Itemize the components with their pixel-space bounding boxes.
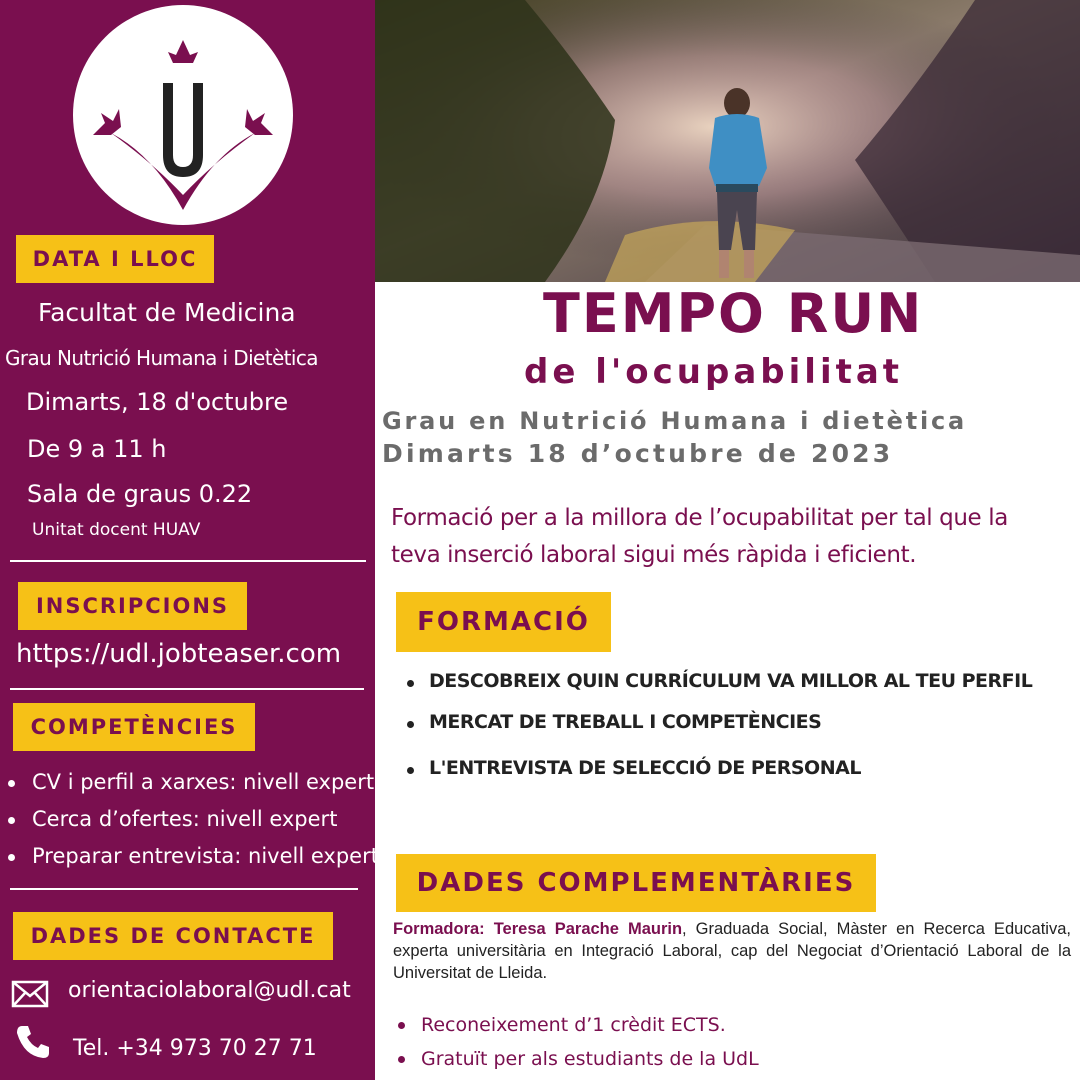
page-subtitle: de l'ocupabilitat: [524, 352, 904, 392]
udl-logo: [73, 5, 293, 225]
formadora-paragraph: [393, 918, 1071, 984]
complementaries-tag: DADES COMPLEMENTÀRIES: [396, 854, 876, 912]
degree-line: Grau en Nutrició Humana i dietètica: [382, 407, 968, 435]
formadora-text: , Graduada Social, Màster en Recerca Educativa, experta universitària en Integració Laboral, cap del Negociat d’Orientació Laboral de la Universitat de Lleida.: [393, 920, 1071, 982]
contacte-tag: DADES DE CONTACTE: [13, 912, 333, 960]
list-item: Reconeixement d’1 crèdit ECTS.: [398, 1008, 759, 1042]
formacio-tag: FORMACIÓ: [396, 592, 611, 652]
udl-logo-icon: [73, 5, 293, 225]
date-line: Dimarts 18 d’octubre de 2023: [382, 439, 894, 468]
list-item: DESCOBREIX QUIN CURRÍCULUM VA MILLOR AL TEU PERFIL: [407, 670, 1032, 692]
complementaries-list: [398, 1008, 759, 1076]
event-day: Dimarts, 18 d'octubre: [26, 388, 289, 416]
divider: [10, 688, 364, 690]
sidebar: [0, 0, 379, 1080]
page-title: TEMPO RUN: [543, 282, 924, 345]
competencies-tag: COMPETÈNCIES: [13, 703, 255, 751]
list-item: CV i perfil a xarxes: nivell expert: [8, 764, 379, 801]
contact-email[interactable]: orientaciolaboral@udl.cat: [68, 978, 351, 1003]
event-room: Sala de graus 0.22: [27, 480, 253, 508]
runner-on-forest-road-image: [375, 0, 1080, 282]
list-item: Preparar entrevista: nivell expert: [8, 838, 379, 875]
envelope-icon: [11, 980, 49, 1012]
list-item: Cerca d’ofertes: nivell expert: [8, 801, 379, 838]
formacio-list: [407, 670, 1032, 779]
divider: [10, 888, 358, 890]
formadora-label: Formadora: Teresa Parache Maurin: [393, 920, 683, 938]
list-item: Gratuït per als estudiants de la UdL: [398, 1042, 759, 1076]
description-line-2: teva inserció laboral sigui més ràpida i eficient.: [391, 542, 917, 568]
list-item: L'ENTREVISTA DE SELECCIÓ DE PERSONAL: [407, 757, 1032, 779]
list-item: MERCAT DE TREBALL I COMPETÈNCIES: [407, 711, 1032, 733]
contact-phone[interactable]: Tel. +34 973 70 27 71: [73, 1036, 317, 1061]
phone-icon: [14, 1023, 52, 1065]
event-time: De 9 a 11 h: [27, 435, 167, 463]
inscripcions-url[interactable]: https://udl.jobteaser.com: [16, 639, 342, 669]
event-unit: Unitat docent HUAV: [32, 520, 201, 540]
location-faculty: Facultat de Medicina: [38, 298, 296, 327]
description-line-1: Formació per a la millora de l’ocupabilitat per tal que la: [391, 505, 1008, 531]
location-degree: Grau Nutrició Humana i Dietètica: [5, 346, 318, 370]
divider: [10, 560, 366, 562]
inscripcions-tag: INSCRIPCIONS: [18, 582, 247, 630]
data-lloc-tag: DATA I LLOC: [16, 235, 214, 283]
competencies-list: [8, 764, 379, 875]
